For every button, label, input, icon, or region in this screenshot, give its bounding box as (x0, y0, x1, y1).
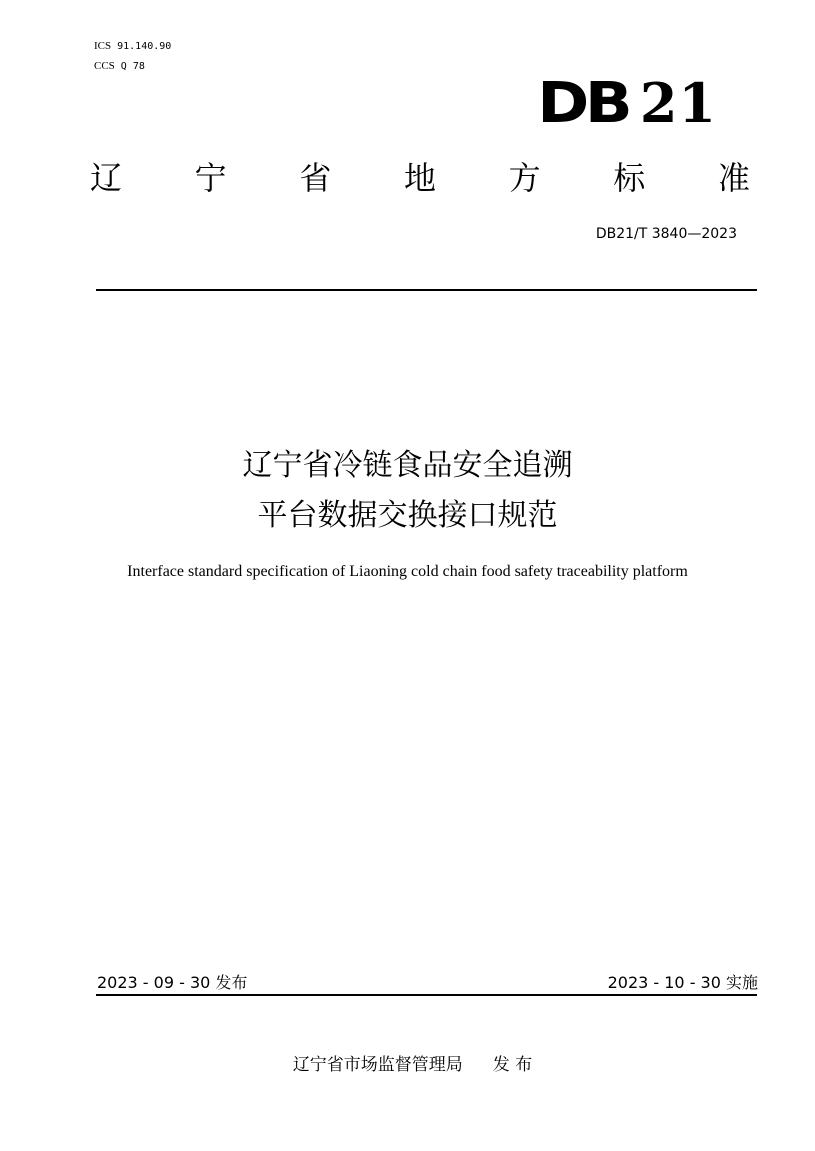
footer-divider (96, 994, 757, 996)
ccs-label: CCS (94, 60, 115, 72)
ics-label: ICS (94, 40, 112, 52)
implement-date: 2023 - 10 - 30 实施 (607, 973, 758, 992)
standard-type-char: 辽 (90, 159, 123, 197)
ccs-classification (94, 58, 145, 75)
issuer-action: 发 布 (492, 1055, 533, 1075)
standard-number: DB21/T 3840—2023 (595, 226, 737, 242)
standard-type-char: 标 (613, 159, 646, 197)
standard-type-char: 方 (508, 159, 541, 197)
standard-type-heading (90, 156, 750, 200)
standard-type-char: 地 (403, 159, 436, 197)
chinese-title-line-1: 辽宁省冷链食品安全追溯 (242, 448, 573, 483)
chinese-title-line-2: 平台数据交换接口规范 (257, 498, 558, 533)
issuer (0, 1053, 815, 1077)
logo-number: 21 (639, 71, 717, 135)
ics-code: 91.140.90 (117, 41, 172, 52)
standard-type-char: 宁 (194, 159, 227, 197)
header-divider (96, 289, 757, 291)
ics-classification (94, 38, 171, 55)
publish-date: 2023 - 09 - 30 发布 (97, 973, 248, 992)
ccs-code: Q 78 (120, 61, 145, 72)
issuer-name: 辽宁省市场监督管理局 (292, 1055, 463, 1075)
standard-type-char: 准 (717, 159, 750, 197)
db21-logo (536, 71, 717, 136)
logo-prefix: DB (536, 71, 628, 136)
english-title: Interface standard specification of Liaoning cold chain food safety traceability platform (127, 563, 688, 580)
standard-type-char: 省 (299, 159, 332, 197)
